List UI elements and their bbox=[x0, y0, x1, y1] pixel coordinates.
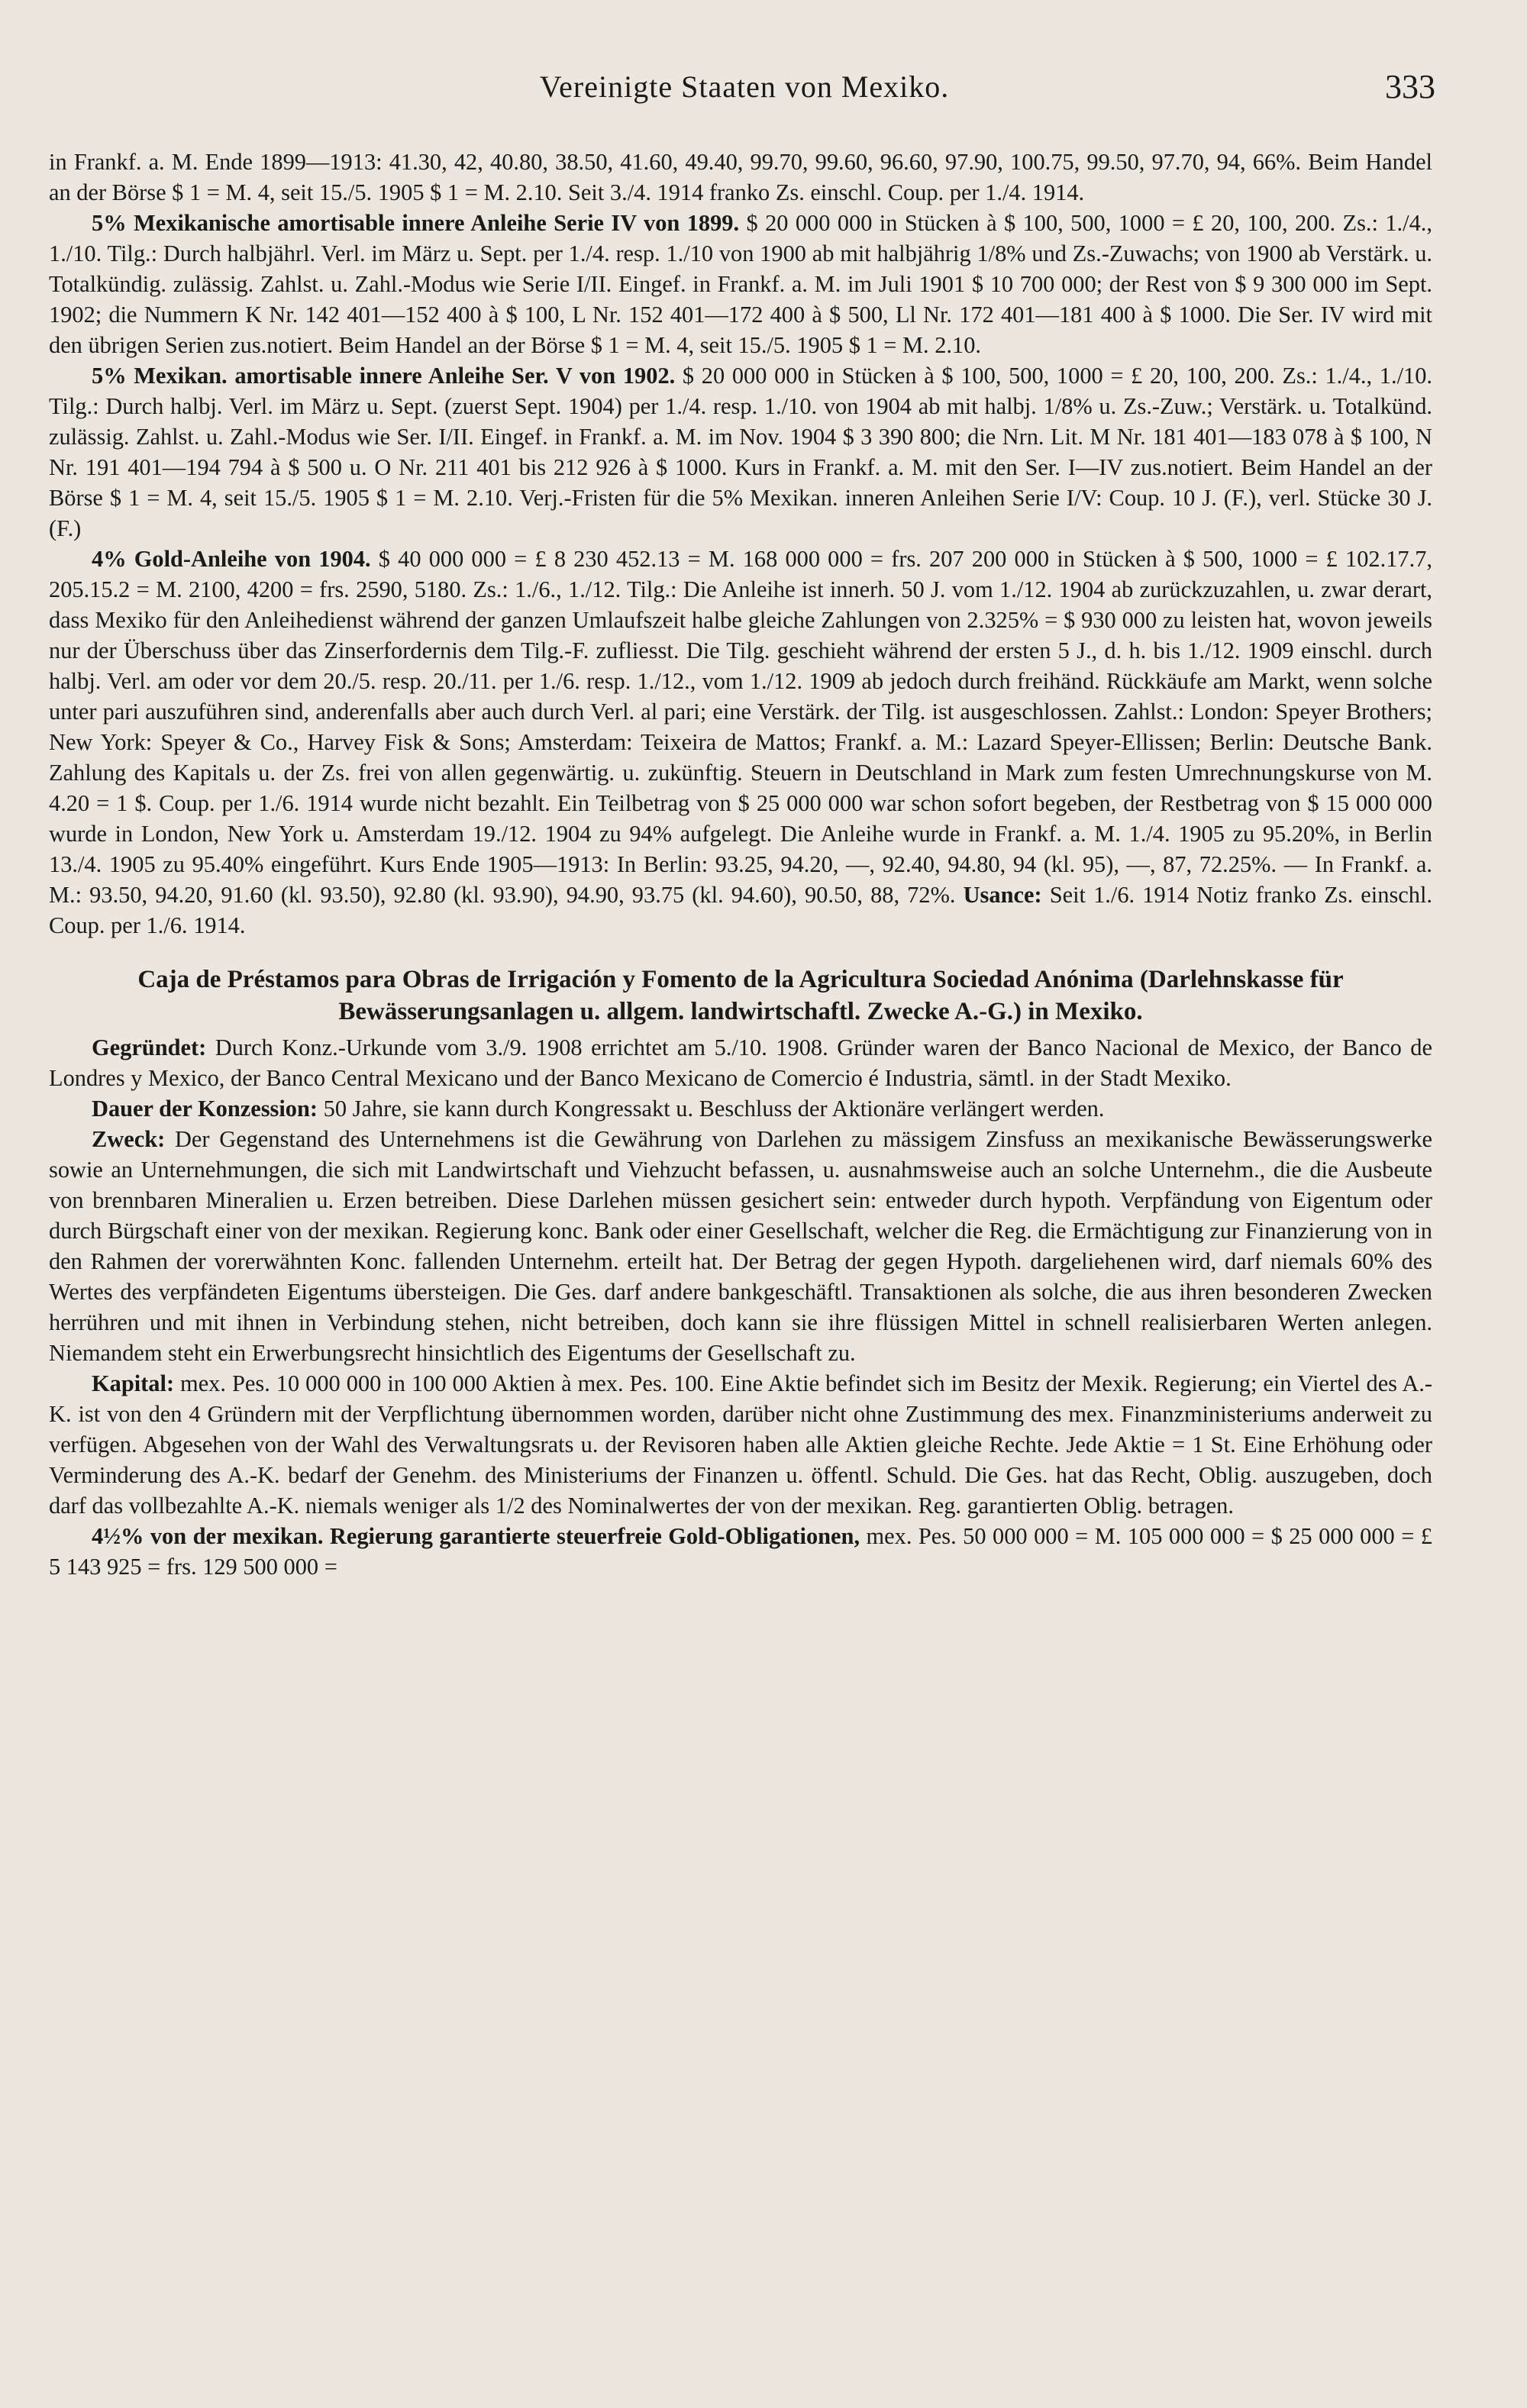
paragraph-quotes-continued: in Frankf. a. M. Ende 1899—1913: 41.30, 42, 40.80, 38.50, 41.60, 49.40, 99.70, 99.60, 96.60, 97.90, 100.75, 99.50, 97.70, 94, 66%. Beim Handel an der Börse $ 1 = M. 4, seit 15./5. 1905 $ 1 = M. 2.10. Seit 3./4. 1914 franko Zs. einschl. Coup. per 1./4. 1914. bbox=[49, 149, 1432, 205]
label-founded: Gegründet: bbox=[92, 1035, 207, 1060]
paragraph-gold-bonds bbox=[49, 1521, 1432, 1582]
page-number: 333 bbox=[1385, 68, 1435, 105]
company-city: Mexiko. bbox=[1055, 998, 1143, 1025]
text-gold-loan-1904: $ 40 000 000 = £ 8 230 452.13 = M. 168 000 000 = frs. 207 200 000 in Stücken à $ 500, 1000 = £ 102.17.7, 205.15.2 = M. 2100, 4200 = frs. 2590, 5180. Zs.: 1./6., 1./12. Tilg.: Die Anleihe ist innerh. 50 J. vom 1./12. 1904 ab zurückzuzahlen, u. zwar derart, dass Mexiko für den Anleihedienst während der ganzen Umlaufszeit halbe gleiche Zahlungen von 2.325% = $ 930 000 zu leisten hat, wovon jeweils nur der Überschuss über das Zinserfordernis dem Tilg.-F. zufliesst. Die Tilg. geschieht während der ersten 5 J., d. h. bis 1./12. 1909 einschl. durch halbj. Verl. am oder vor dem 20./5. resp. 20./11. per 1./6. resp. 1./12., vom 1./12. 1909 ab jedoch durch freihänd. Rückkäufe am Markt, wenn solche unter pari auszuführen sind, anderenfalls aber auch durch Verl. al pari; eine Verstärk. der Tilg. ist ausgeschlossen. Zahlst.: London: Speyer Brothers; New York: Speyer & Co., Harvey Fisk & Sons; Amsterdam: Teixeira de Mattos; Frankf. a. M.: Lazard Speyer-Ellissen; Berlin: Deutsche Bank. Zahlung des Kapitals u. der Zs. frei von allen gegenwärtig. u. zukünftig. Steuern in Deutschland in Mark zum festen Umrechnungskurse von M. 4.20 = 1 $. Coup. per 1./6. 1914 wurde nicht bezahlt. Ein Teilbetrag von $ 25 000 000 war schon sofort begeben, der Restbetrag von $ 15 000 000 wurde in London, New York u. Amsterdam 19./12. 1904 zu 94% aufgelegt. Die Anleihe wurde in Frankf. a. M. 1./4. 1905 zu 95.20%, in Berlin 13./4. 1905 zu 95.40% eingeführt. Kurs Ende 1905—1913: In Berlin: 93.25, 94.20, —, 92.40, 94.80, 94 (kl. 95), —, 87, 72.25%. — In Frankf. a. M.: 93.50, 94.20, 91.60 (kl. 93.50), 92.80 (kl. 93.90), 94.90, 93.75 (kl. 94.60), 90.50, 88, 72%. bbox=[49, 546, 1432, 908]
company-subtitle: (Darlehnskasse für Bewässerungsanlagen u. allgem. landwirtschaftl. Zwecke A.-G.) in bbox=[338, 966, 1344, 1025]
text-serie-iv: $ 20 000 000 in Stücken à $ 100, 500, 1000 = £ 20, 100, 200. Zs.: 1./4., 1./10. Tilg.: Durch halbjährl. Verl. im März u. Sept. per 1./4. resp. 1./10 von 1900 ab mit halbjährig 1/8% und Zs.-Zuwachs; von 1900 ab Verstärk. u. Totalkündig. zulässig. Zahlst. u. Zahl.-Modus wie Serie I/II. Eingef. in Frankf. a. M. im Juli 1901 $ 10 700 000; der Rest von $ 9 300 000 im Sept. 1902; die Nummern K Nr. 142 401—152 400 à $ 100, L Nr. 152 401—172 400 à $ 500, Ll Nr. 172 401—181 400 à $ 1000. Die Ser. IV wird mit den übrigen Serien zus.notiert. Beim Handel an der Börse $ 1 = M. 4, seit 15./5. 1905 $ 1 = M. 2.10. bbox=[49, 210, 1432, 358]
text-capital: mex. Pes. 10 000 000 in 100 000 Aktien à mex. Pes. 100. Eine Aktie befindet sich im Besitz der Mexik. Regierung; ein Viertel des A.-K. ist von den 4 Gründern mit der Verpflichtung übernommen worden, darüber nicht ohne Zustimmung des mex. Finanzministeriums anderweit zu verfügen. Abgesehen von der Wahl des Verwaltungsrats u. der Revisoren haben alle Aktien gleiche Rechte. Jede Aktie = 1 St. Eine Erhöhung oder Verminderung des A.-K. bedarf der Genehm. des Ministeriums der Finanzen u. öffentl. Schuld. Die Ges. hat das Recht, Oblig. auszugeben, doch darf das vollbezahlte A.-K. niemals weniger als 1/2 des Nominalwertes der von der mexikan. Reg. garantierten Oblig. betragen. bbox=[49, 1370, 1432, 1519]
header-title: Vereinigte Staaten von Mexiko. bbox=[539, 69, 950, 104]
paragraph-serie-iv bbox=[49, 208, 1432, 360]
paragraph-founded bbox=[49, 1032, 1432, 1093]
text-gold-bonds: mex. Pes. 50 000 000 = M. 105 000 000 = $ 25 000 000 = £ 5 143 925 = frs. 129 500 000 = bbox=[49, 1523, 1432, 1580]
paragraph-capital bbox=[49, 1368, 1432, 1521]
heading-serie-v: 5% Mexikan. amortisable innere Anleihe Ser. V von 1902. bbox=[92, 363, 676, 389]
heading-gold-loan-1904: 4% Gold-Anleihe von 1904. bbox=[92, 546, 371, 572]
label-capital: Kapital: bbox=[92, 1370, 175, 1396]
label-duration: Dauer der Konzession: bbox=[92, 1096, 318, 1122]
heading-gold-bonds: 4½% von der mexikan. Regierung garantierte steuerfreie Gold-Obligationen, bbox=[92, 1523, 860, 1549]
company-name: Caja de Préstamos para Obras de Irrigación y Fomento de la Agricultura Sociedad Anónima bbox=[137, 966, 1134, 993]
label-purpose: Zweck: bbox=[92, 1126, 166, 1152]
text-duration: 50 Jahre, sie kann durch Kongressakt u. Beschluss der Aktionäre verlängert werden. bbox=[318, 1096, 1105, 1122]
page-body bbox=[49, 147, 1432, 1582]
paragraph-duration bbox=[49, 1093, 1432, 1124]
paragraph-gold-loan-1904 bbox=[49, 544, 1432, 941]
heading-serie-iv: 5% Mexikanische amortisable innere Anleihe Serie IV von 1899. bbox=[92, 210, 740, 236]
paragraph-purpose bbox=[49, 1124, 1432, 1368]
company-title bbox=[49, 964, 1432, 1028]
running-header bbox=[53, 61, 1435, 115]
text-founded: Durch Konz.-Urkunde vom 3./9. 1908 errichtet am 5./10. 1908. Gründer waren der Banco Nacional de Mexico, der Banco de Londres y Mexico, der Banco Central Mexicano und der Banco Mexicano de Comercio é Industria, sämtl. in der Stadt Mexiko. bbox=[49, 1035, 1432, 1091]
text-purpose: Der Gegenstand des Unternehmens ist die Gewährung von Darlehen zu mässigem Zinsfuss an mexikanische Bewässerungswerke sowie an Unternehmungen, die sich mit Landwirtschaft und Viehzucht befassen, u. ausnahmsweise auch an solche Unternehm., die die Ausbeute von brennbaren Mineralien u. Erzen betreiben. Diese Darlehen müssen gesichert sein: entweder durch hypoth. Verpfändung von Eigentum oder durch Bürgschaft einer von der mexikan. Regierung konc. Bank oder einer Gesellschaft, welcher die Reg. die Ermächtigung zur Finanzierung von in den Rahmen der vorerwähnten Konc. fallenden Unternehm. erteilt hat. Der Betrag der gegen Hypoth. dargeliehenen wird, darf niemals 60% des Wertes des verpfändeten Eigentums übersteigen. Die Ges. darf andere bankgeschäftl. Transaktionen als solche, die aus ihren besonderen Zwecken herrühren und mit ihnen in Verbindung stehen, nicht betreiben, doch kann sie ihre flüssigen Mittel in schnell realisierbaren Werten anlegen. Niemandem steht ein Erwerbungsrecht hinsichtlich des Eigentums der Gesellschaft zu. bbox=[49, 1126, 1432, 1366]
paragraph-serie-v bbox=[49, 360, 1432, 544]
label-usance: Usance: bbox=[963, 882, 1042, 908]
text-usance: Seit 1./6. 1914 Notiz franko Zs. einschl. Coup. per 1./6. 1914. bbox=[49, 882, 1432, 938]
text-serie-v: $ 20 000 000 in Stücken à $ 100, 500, 1000 = £ 20, 100, 200. Zs.: 1./4., 1./10. Tilg.: Durch halbj. Verl. im März u. Sept. (zuerst Sept. 1904) per 1./4. resp. 1./10. von 1904 ab mit halbj. 1/8% u. Zs.-Zuw.; Verstärk. u. Totalkünd. zulässig. Zahlst. u. Zahl.-Modus wie Ser. I/II. Eingef. in Frankf. a. M. im Nov. 1904 $ 3 390 800; die Nrn. Lit. M Nr. 181 401—183 078 à $ 100, N Nr. 191 401—194 794 à $ 500 u. O Nr. 211 401 bis 212 926 à $ 1000. Kurs in Frankf. a. M. mit den Ser. I—IV zus.notiert. Beim Handel an der Börse $ 1 = M. 4, seit 15./5. 1905 $ 1 = M. 2.10. Verj.-Fristen für die 5% Mexikan. inneren Anleihen Serie I/V: Coup. 10 J. (F.), verl. Stücke 30 J. (F.) bbox=[49, 363, 1433, 541]
